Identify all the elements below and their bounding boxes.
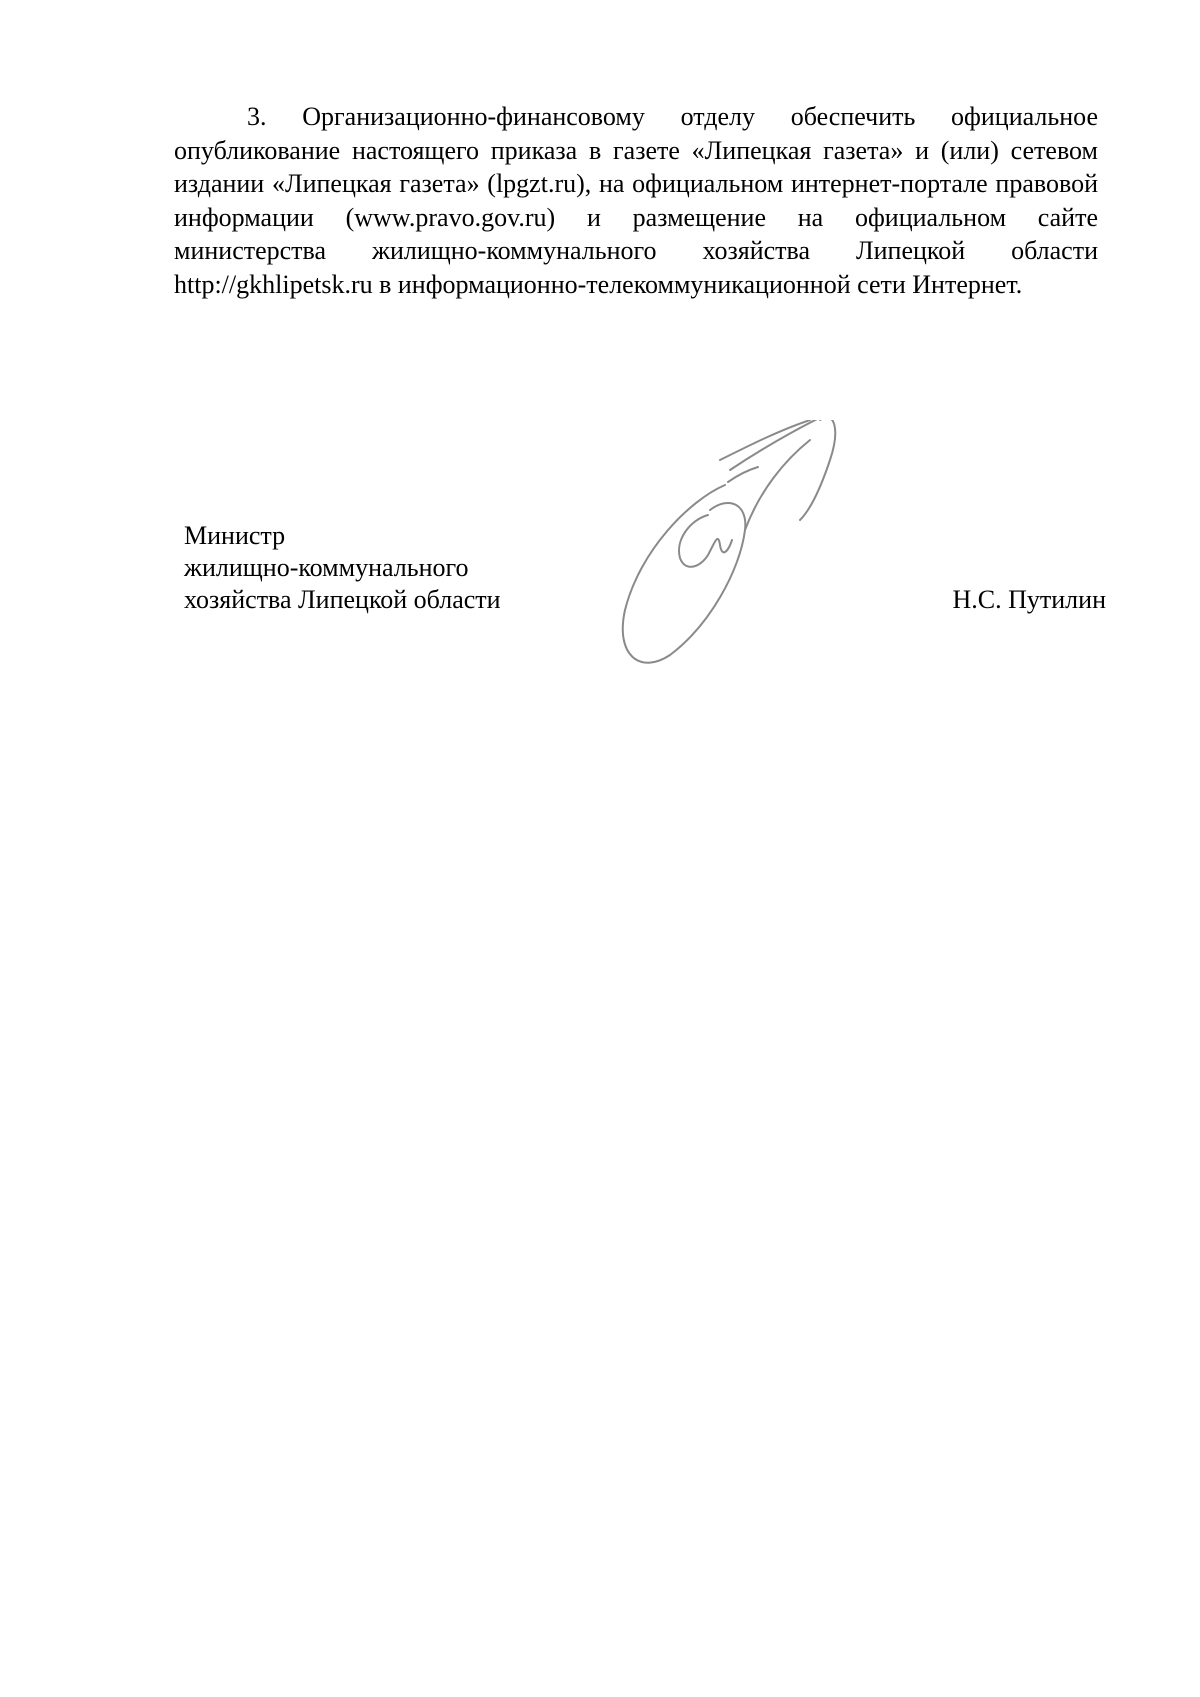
signature-loop (623, 485, 746, 663)
signature-right-stroke (800, 420, 835, 520)
signature-upper-stroke-2 (720, 420, 810, 460)
signature-block (0, 520, 1200, 740)
position-line-1: Министр (184, 521, 286, 550)
signer-position (184, 520, 501, 616)
paragraph-publication-order: 3. Организационно-финансовому отделу обеспечить официальное опубликование настоящего приказа в газете «Липецкая газета» и (или) сетевом издании «Липецкая газета» (lpgzt.ru), на официальном интернет-портале правовой информации (www.pravo.gov.ru) и размещение на официальном сайте министерства жилищно-коммунального хозяйства Липецкой области http://gkhlipetsk.ru в информационно-телекоммуникационной сети Интернет. (174, 102, 1098, 299)
handwritten-signature (620, 420, 900, 720)
signature-inner-curl (679, 515, 732, 567)
signature-strokes (623, 420, 835, 663)
position-line-2: жилищно-коммунального (184, 553, 469, 582)
signature-upper-stroke-1 (730, 420, 825, 470)
signer-name: Н.С. Путилин (952, 585, 1106, 614)
position-line-3: хозяйства Липецкой области (184, 585, 501, 614)
